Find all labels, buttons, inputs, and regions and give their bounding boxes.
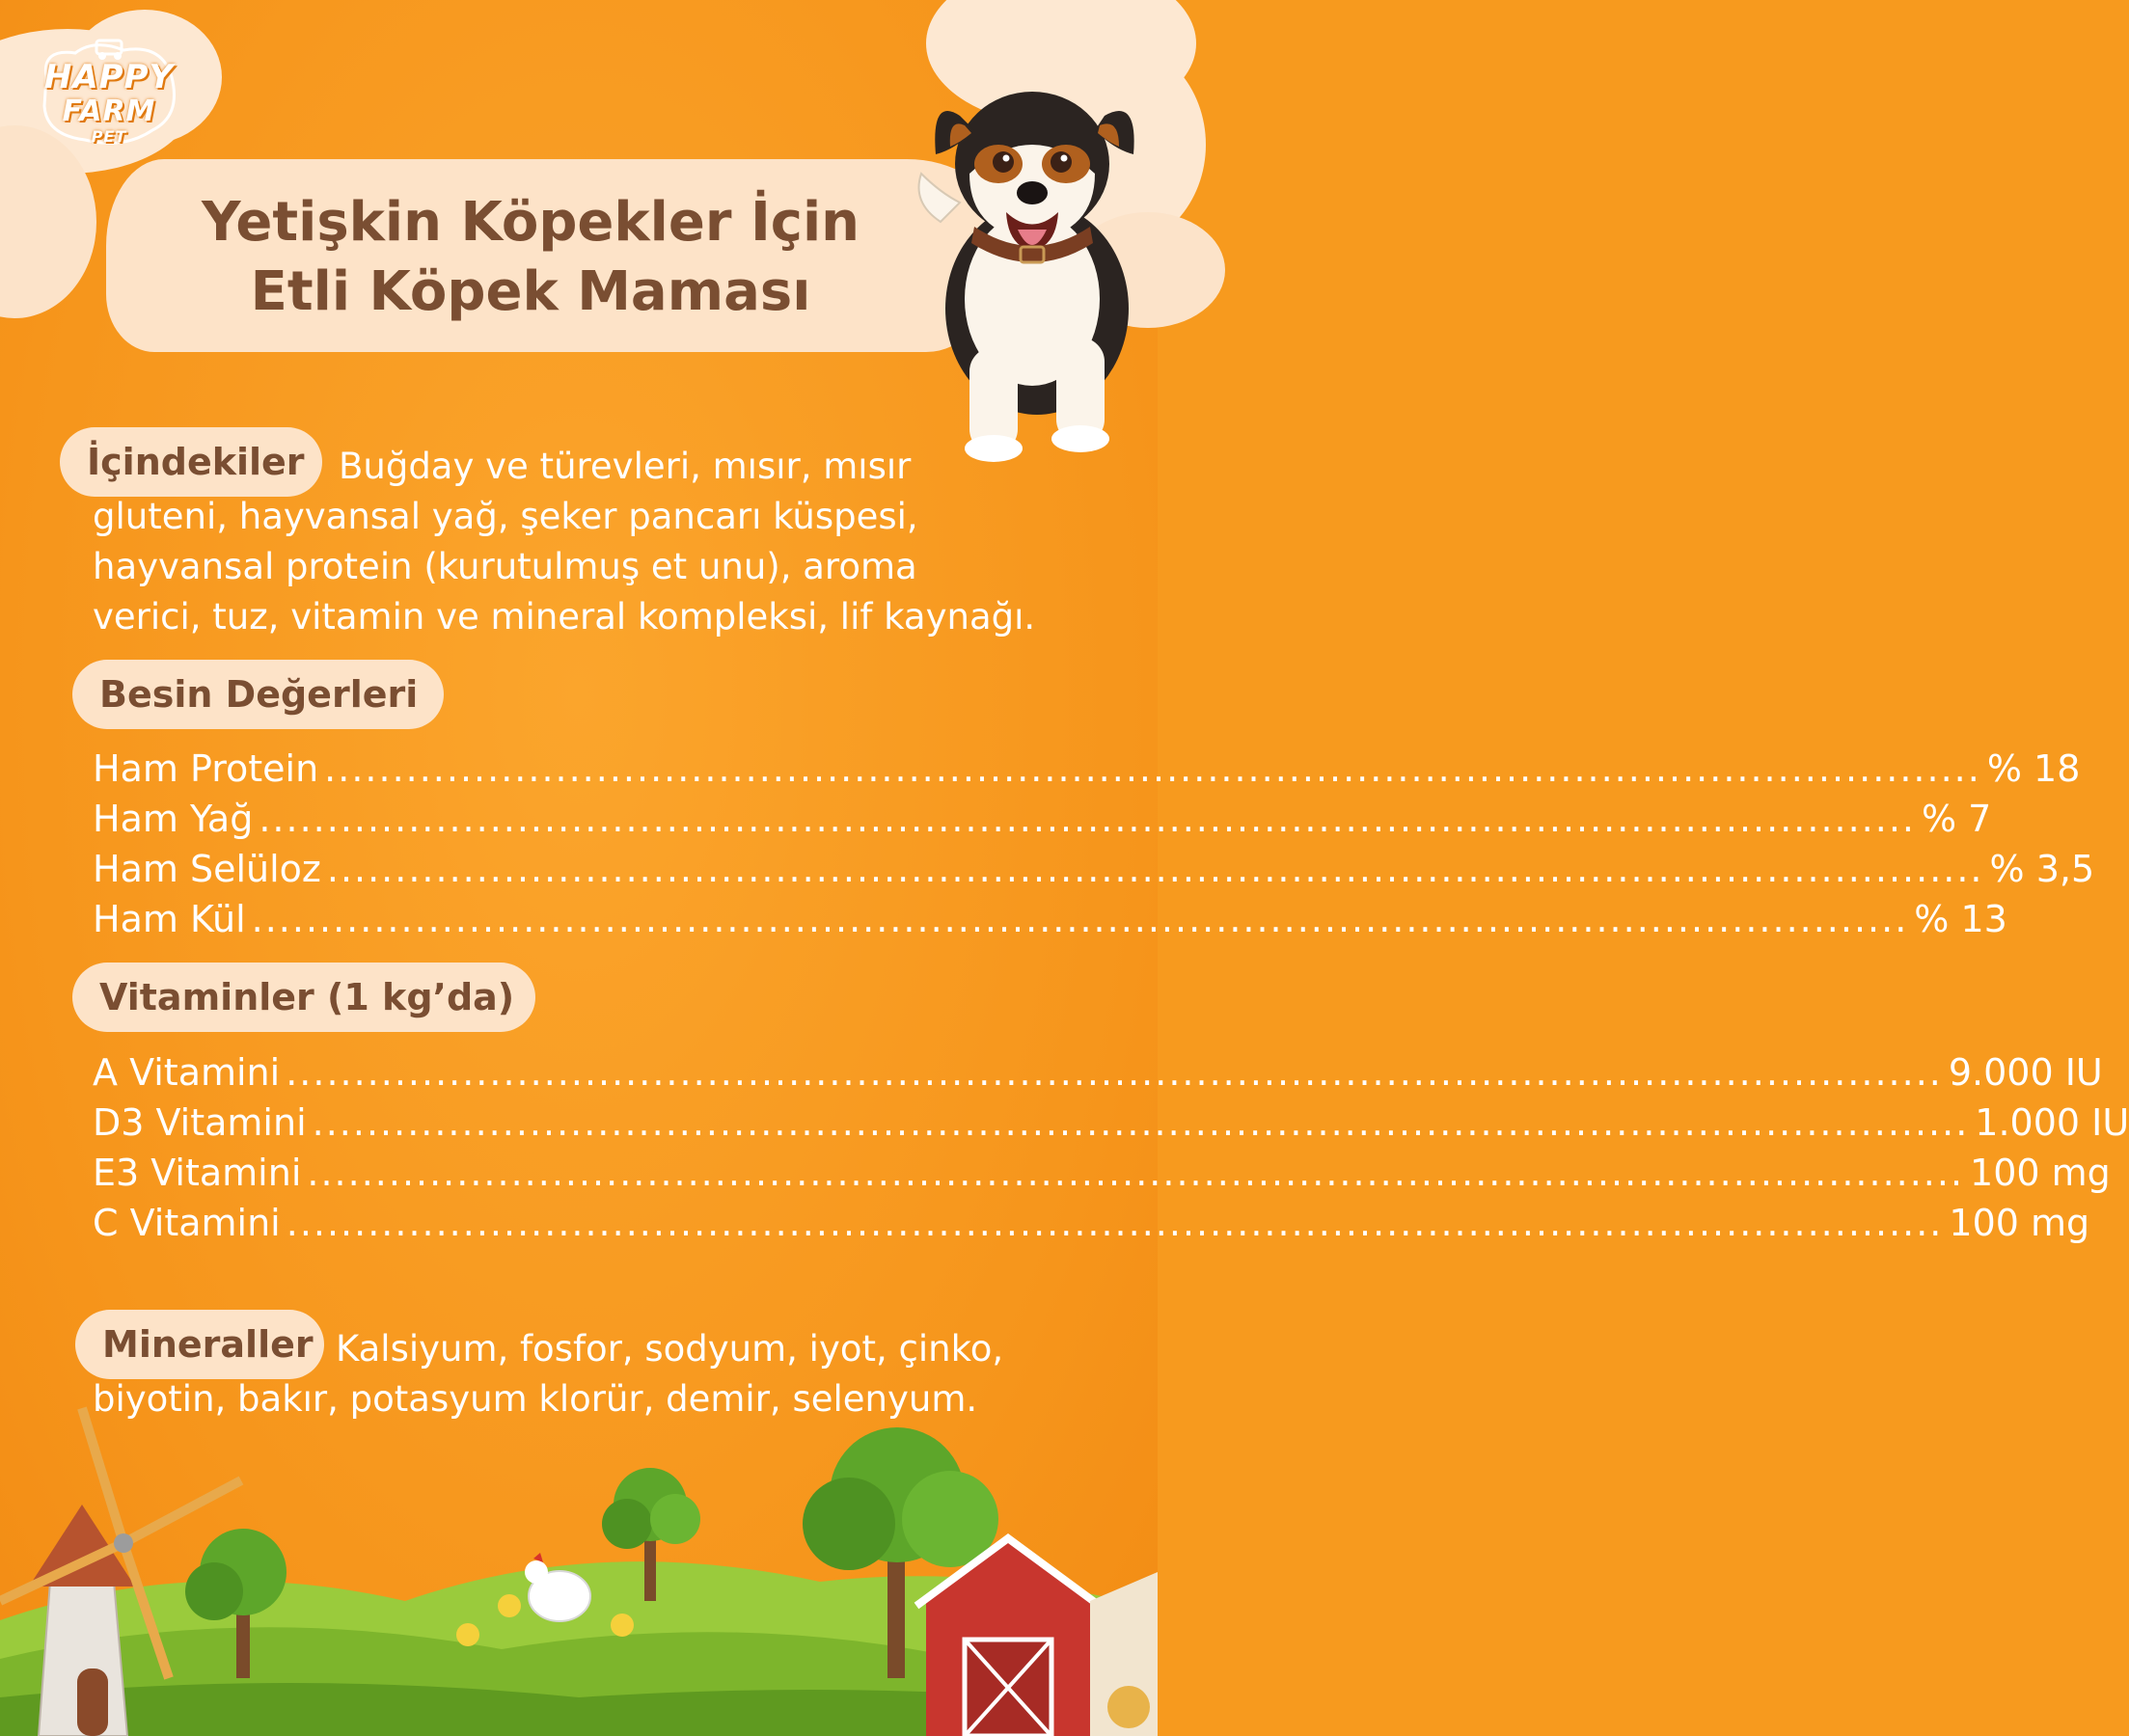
title-line-2: Etli Köpek Maması (250, 260, 811, 323)
vitamin-row-a (93, 1047, 2103, 1098)
ingredients-line-2: gluteni, hayvansal yağ, şeker pancarı küspesi, (93, 496, 918, 537)
logo-word-farm: FARM (62, 95, 156, 128)
vitamin-name: A Vitamini (93, 1051, 281, 1094)
ingredients-line-4: verici, tuz, vitamin ve mineral kompleksi, lif kaynağı. (93, 596, 1036, 637)
nutrient-value: % 7 (1922, 798, 1992, 840)
nutrition-row-cellulose (93, 844, 2095, 894)
vitamins-table (93, 1047, 2129, 1248)
vitamin-value: 100 mg (1970, 1152, 2111, 1194)
vitamin-row-c (93, 1198, 2090, 1248)
logo-word-pet: PET (91, 127, 127, 146)
nutrition-table (93, 744, 2095, 944)
nutrient-name: Ham Kül (93, 898, 246, 940)
vitamin-value: 1.000 IU (1975, 1101, 2129, 1144)
vitamin-row-e3 (93, 1148, 2111, 1198)
nutrition-label: Besin Değerleri (72, 660, 444, 729)
ingredients-line-3: hayvansal protein (kurutulmuş et unu), aroma (93, 546, 917, 587)
minerals-label: Mineraller (75, 1310, 324, 1379)
minerals-text (93, 1324, 1134, 1424)
ingredients-text (93, 442, 1115, 642)
nutrient-name: Ham Yağ (93, 798, 254, 840)
leader-dots: .......................................................................................................................... (307, 1152, 1965, 1194)
farm-scene-illustration (0, 1418, 1158, 1736)
minerals-line-2: biyotin, bakır, potasyum klorür, demir, selenyum. (93, 1378, 978, 1420)
leader-dots: .......................................................................................................................... (326, 848, 1984, 890)
ingredients-line-1: Buğday ve türevleri, mısır, mısır (339, 446, 912, 487)
nutrient-value: % 13 (1914, 898, 2007, 940)
leader-dots: .......................................................................................................................... (259, 798, 1916, 840)
leader-dots: .......................................................................................................................... (324, 747, 1981, 790)
vitamin-name: D3 Vitamini (93, 1101, 307, 1144)
nutrition-row-protein (93, 744, 2081, 794)
leader-dots: .......................................................................................................................... (251, 898, 1909, 940)
vitamin-name: E3 Vitamini (93, 1152, 302, 1194)
vitamin-value: 100 mg (1949, 1202, 2090, 1244)
title-line-1: Yetişkin Köpekler İçin (201, 191, 860, 254)
vitamin-row-d3 (93, 1098, 2129, 1148)
dog-illustration (912, 58, 1148, 463)
vitamin-value: 9.000 IU (1948, 1051, 2103, 1094)
leader-dots: .......................................................................................................................... (286, 1202, 1944, 1244)
minerals-line-1: Kalsiyum, fosfor, sodyum, iyot, çinko, (336, 1328, 1004, 1370)
nutrient-name: Ham Selüloz (93, 848, 321, 890)
nutrient-name: Ham Protein (93, 747, 319, 790)
ingredients-label: İçindekiler (60, 427, 322, 497)
page-title (164, 188, 897, 327)
vitamin-name: C Vitamini (93, 1202, 281, 1244)
logo-word-happy: HAPPY (43, 58, 175, 96)
leader-dots: .......................................................................................................................... (286, 1051, 1943, 1094)
nutrition-row-fat (93, 794, 1992, 844)
brand-logo (37, 39, 181, 145)
leader-dots: .......................................................................................................................... (312, 1101, 1970, 1144)
nutrition-row-ash (93, 894, 2007, 944)
vitamins-label: Vitaminler (1 kg’da) (72, 963, 535, 1032)
nutrient-value: % 18 (1986, 747, 2081, 790)
nutrient-value: % 3,5 (1989, 848, 2095, 890)
